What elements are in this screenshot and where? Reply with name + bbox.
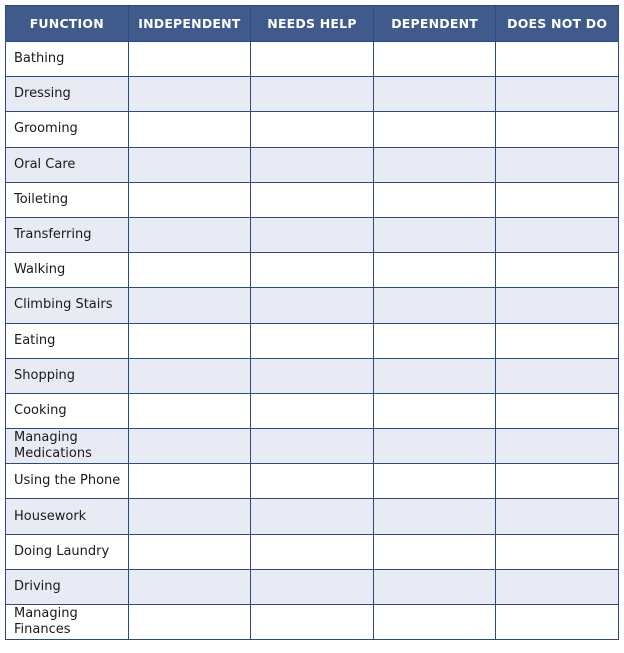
table-row	[6, 393, 619, 428]
checkbox-cell-dependent[interactable]	[373, 358, 496, 393]
function-label: Climbing Stairs	[6, 288, 129, 323]
checkbox-cell-needs-help[interactable]	[251, 499, 374, 534]
checkbox-cell-does-not-do[interactable]	[496, 464, 619, 499]
checkbox-cell-does-not-do[interactable]	[496, 112, 619, 147]
table-row	[6, 182, 619, 217]
column-header-needs-help: NEEDS HELP	[251, 6, 374, 42]
checkbox-cell-needs-help[interactable]	[251, 112, 374, 147]
checkbox-cell-independent[interactable]	[128, 534, 251, 569]
checkbox-cell-needs-help[interactable]	[251, 42, 374, 77]
checkbox-cell-does-not-do[interactable]	[496, 42, 619, 77]
checkbox-cell-does-not-do[interactable]	[496, 77, 619, 112]
function-label: Doing Laundry	[6, 534, 129, 569]
checkbox-cell-does-not-do[interactable]	[496, 358, 619, 393]
checkbox-cell-needs-help[interactable]	[251, 393, 374, 428]
checkbox-cell-does-not-do[interactable]	[496, 288, 619, 323]
checkbox-cell-dependent[interactable]	[373, 499, 496, 534]
checkbox-cell-does-not-do[interactable]	[496, 569, 619, 604]
checkbox-cell-needs-help[interactable]	[251, 147, 374, 182]
column-header-does-not-do: DOES NOT DO	[496, 6, 619, 42]
function-label: Transferring	[6, 217, 129, 252]
checkbox-cell-does-not-do[interactable]	[496, 393, 619, 428]
checkbox-cell-dependent[interactable]	[373, 217, 496, 252]
table-row	[6, 605, 619, 640]
checkbox-cell-does-not-do[interactable]	[496, 147, 619, 182]
checkbox-cell-dependent[interactable]	[373, 77, 496, 112]
checkbox-cell-dependent[interactable]	[373, 534, 496, 569]
table-row	[6, 42, 619, 77]
checkbox-cell-independent[interactable]	[128, 323, 251, 358]
checkbox-cell-independent[interactable]	[128, 499, 251, 534]
checkbox-cell-needs-help[interactable]	[251, 534, 374, 569]
checkbox-cell-needs-help[interactable]	[251, 253, 374, 288]
table-row	[6, 253, 619, 288]
checkbox-cell-independent[interactable]	[128, 569, 251, 604]
checkbox-cell-independent[interactable]	[128, 42, 251, 77]
table-row	[6, 288, 619, 323]
checkbox-cell-independent[interactable]	[128, 605, 251, 640]
function-label: Shopping	[6, 358, 129, 393]
checkbox-cell-needs-help[interactable]	[251, 464, 374, 499]
checkbox-cell-does-not-do[interactable]	[496, 534, 619, 569]
table-row	[6, 147, 619, 182]
checkbox-cell-independent[interactable]	[128, 429, 251, 464]
checkbox-cell-needs-help[interactable]	[251, 569, 374, 604]
function-label: Housework	[6, 499, 129, 534]
table-row	[6, 323, 619, 358]
checkbox-cell-dependent[interactable]	[373, 182, 496, 217]
function-label: Using the Phone	[6, 464, 129, 499]
table-row	[6, 464, 619, 499]
checkbox-cell-independent[interactable]	[128, 112, 251, 147]
function-label: Cooking	[6, 393, 129, 428]
checkbox-cell-does-not-do[interactable]	[496, 429, 619, 464]
checkbox-cell-dependent[interactable]	[373, 569, 496, 604]
checkbox-cell-independent[interactable]	[128, 253, 251, 288]
checkbox-cell-independent[interactable]	[128, 77, 251, 112]
checkbox-cell-does-not-do[interactable]	[496, 182, 619, 217]
checkbox-cell-independent[interactable]	[128, 147, 251, 182]
function-label: Toileting	[6, 182, 129, 217]
function-label: Oral Care	[6, 147, 129, 182]
table-row	[6, 217, 619, 252]
function-label: Driving	[6, 569, 129, 604]
checkbox-cell-needs-help[interactable]	[251, 429, 374, 464]
table-row	[6, 358, 619, 393]
checkbox-cell-dependent[interactable]	[373, 429, 496, 464]
checkbox-cell-dependent[interactable]	[373, 323, 496, 358]
table-row	[6, 77, 619, 112]
function-label: Bathing	[6, 42, 129, 77]
checkbox-cell-dependent[interactable]	[373, 288, 496, 323]
checkbox-cell-does-not-do[interactable]	[496, 253, 619, 288]
checkbox-cell-does-not-do[interactable]	[496, 499, 619, 534]
table-row	[6, 112, 619, 147]
checkbox-cell-does-not-do[interactable]	[496, 217, 619, 252]
checkbox-cell-needs-help[interactable]	[251, 358, 374, 393]
checkbox-cell-needs-help[interactable]	[251, 217, 374, 252]
checkbox-cell-independent[interactable]	[128, 217, 251, 252]
checkbox-cell-dependent[interactable]	[373, 147, 496, 182]
checkbox-cell-dependent[interactable]	[373, 42, 496, 77]
adl-function-table	[5, 5, 619, 640]
function-label: Managing Medications	[6, 429, 129, 464]
function-label: Walking	[6, 253, 129, 288]
checkbox-cell-independent[interactable]	[128, 182, 251, 217]
checkbox-cell-independent[interactable]	[128, 393, 251, 428]
checkbox-cell-needs-help[interactable]	[251, 182, 374, 217]
table-row	[6, 534, 619, 569]
checkbox-cell-independent[interactable]	[128, 288, 251, 323]
checkbox-cell-dependent[interactable]	[373, 253, 496, 288]
checkbox-cell-independent[interactable]	[128, 464, 251, 499]
column-header-function: FUNCTION	[6, 6, 129, 42]
checkbox-cell-dependent[interactable]	[373, 112, 496, 147]
checkbox-cell-needs-help[interactable]	[251, 77, 374, 112]
table-row	[6, 499, 619, 534]
checkbox-cell-does-not-do[interactable]	[496, 323, 619, 358]
checkbox-cell-dependent[interactable]	[373, 605, 496, 640]
checkbox-cell-needs-help[interactable]	[251, 288, 374, 323]
column-header-independent: INDEPENDENT	[128, 6, 251, 42]
checkbox-cell-does-not-do[interactable]	[496, 605, 619, 640]
checkbox-cell-dependent[interactable]	[373, 464, 496, 499]
function-label: Managing Finances	[6, 605, 129, 640]
function-label: Eating	[6, 323, 129, 358]
function-label: Dressing	[6, 77, 129, 112]
function-label: Grooming	[6, 112, 129, 147]
checkbox-cell-needs-help[interactable]	[251, 605, 374, 640]
table-row	[6, 429, 619, 464]
checkbox-cell-dependent[interactable]	[373, 393, 496, 428]
header-row	[6, 6, 619, 42]
table-row	[6, 569, 619, 604]
column-header-dependent: DEPENDENT	[373, 6, 496, 42]
checkbox-cell-needs-help[interactable]	[251, 323, 374, 358]
checkbox-cell-independent[interactable]	[128, 358, 251, 393]
